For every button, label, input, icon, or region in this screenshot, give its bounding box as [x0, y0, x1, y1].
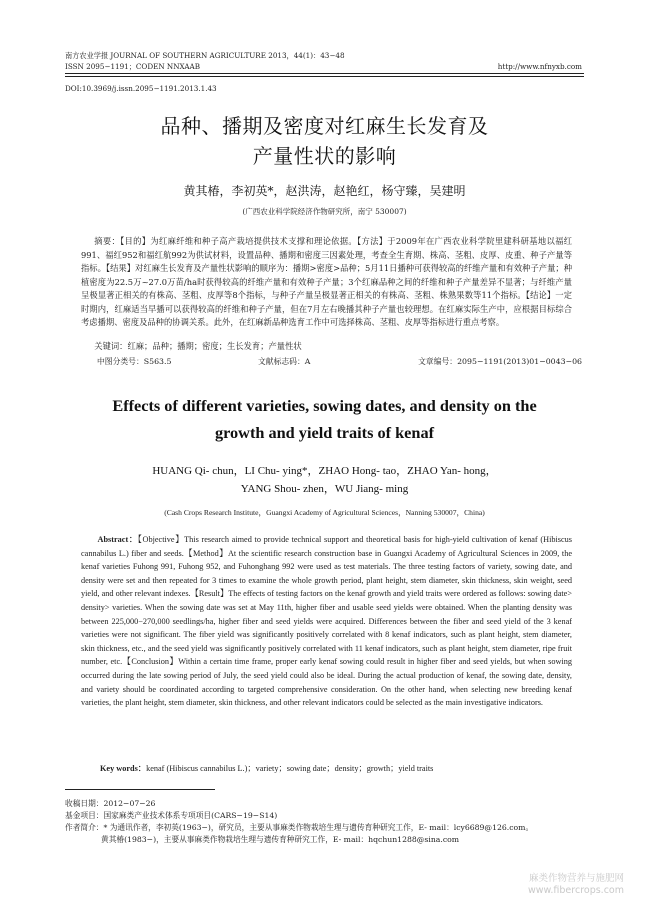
- en-abstract-text: 【Objective】This research aimed to provide technical support and theoretical basis for high-yield cultivation of kenaf (Hibiscus cannabilus L.) fiber and seeds.【Method】At the scientific research construction base in Guangxi Academy of Agricultural Sciences in 2009, the kenaf varieties Fuhong 991, Fuhong 952, and Fuhonghang 992 were used as test materials. The three testing factors of variety, sowing date, and density were set and then repeated for 3 times to examine the whole growth period, plant height, stem diameter, skin thickness, skin weight, seed yield, and other relevant indexes.【Result】The effects of testing factors on the kenaf growth and yield traits were ordered as follows: sowing date> density> varieties. When the sowing date was set at May 11th, higher fiber and usable seed yields were obtained. When the planting density was between 225,000−270,000 seedlings/ha, higher fiber and seed yields were acquired. Differences between the fiber and seed yield of the 3 kenaf varieties were not significant. The fiber yield was significantly positively correlated with 8 kenaf indicators, such as plant height, stem diameter, skin thickness, etc., and the seed yield was significantly positively correlated with 11 kenaf indicators, such as plant height, stem diameter, ripe fruit number, etc.【Conclusion】Within a certain time frame, proper early kenaf sowing could result in higher fiber and seed yields, but when sowing occurred during the late sowing period of July, the seed yield could also be ideal. During the actual production of kenaf, the sowing date, density, and variety should be coordinated according to targeted comprehensive consideration. On the other hand, when selecting new breeding kenaf varieties, the plant height, stem diameter, skin thickness, and other relevant indicators could be selected as the main investigative indicators.: [81, 535, 573, 708]
- issn-line: ISSN 2095−1191；CODEN NNXAAB: [65, 62, 201, 71]
- article-number: 文章编号：2095−1191(2013)01−0043−06: [418, 357, 582, 366]
- en-title-line1: Effects of different varieties, sowing dates, and density on the: [112, 396, 537, 415]
- zh-keywords: 关键词：红麻；品种；播期；密度；生长发育；产量性状: [94, 341, 302, 351]
- en-authors-line1: HUANG Qi- chun，LI Chu- ying*，ZHAO Hong- tao，ZHAO Yan- hong，: [152, 465, 497, 477]
- journal-url: http://www.nfnyxb.com: [497, 62, 582, 71]
- journal-header: 南方农业学报 JOURNAL OF SOUTHERN AGRICULTURE 2013，44(1)：43−48: [65, 51, 345, 60]
- fund-note: 基金项目：国家麻类产业技术体系专项项目(CARS−19−S14): [65, 811, 278, 820]
- en-abstract: [81, 533, 572, 710]
- author-note-1: 作者简介：* 为通讯作者，李初英(1963−)，研究员，主要从事麻类作物栽培生理与遗传育种研究工作，E- mail：lcy6689@126.com。: [65, 823, 534, 832]
- clc-number: 中图分类号：S563.5: [97, 357, 172, 366]
- en-keywords-label: Key words：: [100, 764, 147, 773]
- en-authors-line2: YANG Shou- zhen，WU Jiang- ming: [240, 483, 409, 495]
- en-keywords-text: kenaf (Hibiscus cannabilus L.)；variety；sowing date；density；growth；yield traits: [146, 764, 434, 773]
- en-affiliation: (Cash Crops Research Institute，Guangxi Academy of Agricultural Sciences，Nanning 530007，China): [164, 508, 485, 517]
- received-date: 收稿日期：2012−07−26: [65, 799, 156, 808]
- header-rule: [65, 73, 584, 74]
- zh-title-line1: 品种、播期及密度对红麻生长发育及: [160, 114, 489, 138]
- zh-title-line2: 产量性状的影响: [252, 144, 397, 168]
- footnote-rule: [65, 789, 215, 790]
- en-keywords: [100, 763, 580, 774]
- zh-affiliation: (广西农业科学院经济作物研究所，南宁 530007): [242, 207, 407, 216]
- header-rule-thin: [65, 76, 584, 77]
- doi: DOI:10.3969/j.issn.2095−1191.2013.1.43: [65, 84, 217, 93]
- en-title-line2: growth and yield traits of kenaf: [214, 423, 435, 442]
- author-note-2: 黄其椿(1983−)，主要从事麻类作物栽培生理与遗传育种研究工作，E- mail：hqchun1288@sina.com: [101, 835, 460, 844]
- zh-authors: 黄其椿，李初英*，赵洪涛，赵艳红，杨守臻，吴建明: [183, 184, 466, 198]
- watermark-cn: 麻类作物营养与施肥网: [528, 873, 624, 884]
- en-abstract-label: Abstract：: [97, 535, 138, 544]
- watermark-url: www.fibercrops.com: [527, 885, 624, 896]
- document-code: 文献标志码：A: [258, 357, 311, 366]
- zh-abstract: 摘要：【目的】为红麻纤维和种子高产栽培提供技术支撑和理论依据。【方法】于2009年在广西农业科学院里建科研基地以福红991、福红952和福红航992为供试材料，设置品种、播期和密度三因素处理，考查全生育期、株高、茎粗、皮厚、皮重、种子产量等指标。【结果】对红麻生长发育及产量性状影响的顺序为：播期>密度>品种；5月11日播种可获得较高的纤维产量和有效种子产量；种植密度为22.5万~27.0万苗/ha时获得较高的纤维产量和有效种子产量；3个红麻品种之间的纤维和种子产量差异不显著；与纤维产量呈极显著正相关的有株高、茎粗、皮厚等8个指标，与种子产量呈极显著正相关的有株高、茎粗、株熟果数等11个指标。【结论】一定时期内，红麻适当早播可以获得较高的纤维和种子产量，但在7月左右晚播其种子产量也较理想。在红麻实际生产中，应根据目标综合考虑播期、密度及品种的协调关系。此外，在红麻新品种选育工作中可选择株高、茎粗、皮厚等指标进行重点考察。: [81, 236, 572, 327]
